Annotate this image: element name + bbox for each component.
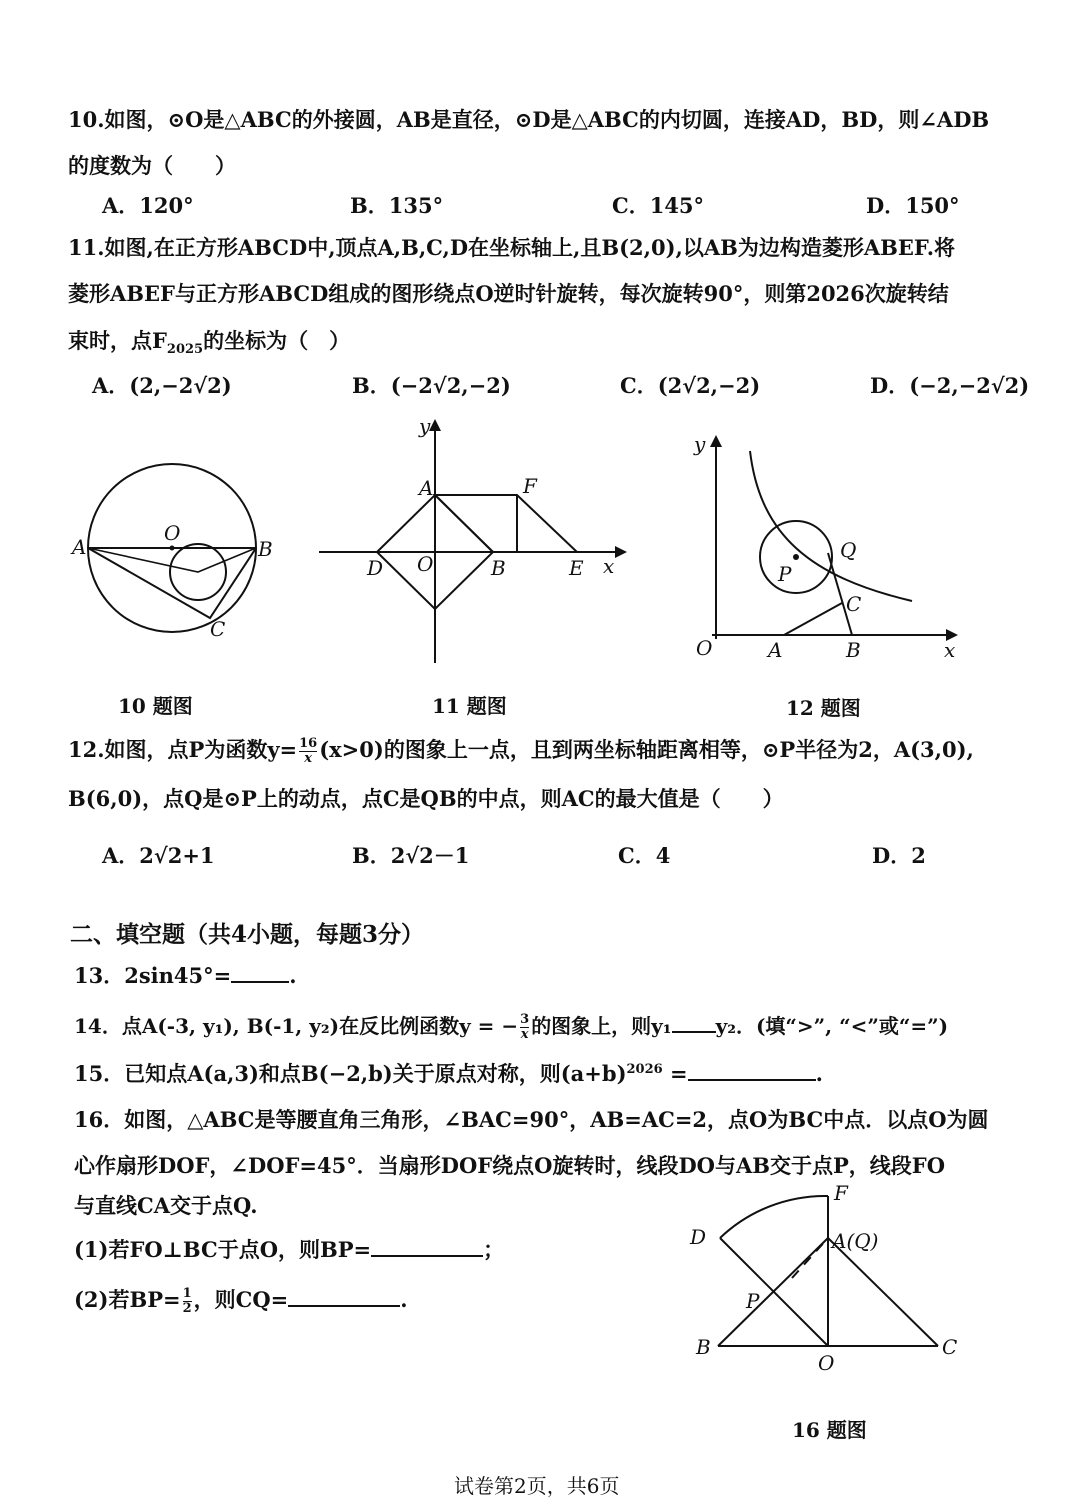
q12-option-c: C．4 — [618, 843, 671, 868]
q15 — [74, 1058, 823, 1088]
q12-frac-num: 16 — [299, 735, 318, 751]
q16-part2-suffix: . — [400, 1287, 408, 1312]
fig16-label-b: B — [696, 1335, 711, 1359]
fig12-caption: 12 题图 — [786, 696, 861, 720]
q16-part1-suffix: ； — [483, 1237, 505, 1262]
fig10-caption: 10 题图 — [118, 694, 193, 718]
fig12-label-q: Q — [840, 538, 857, 562]
q14-mid: 的图象上，则y₁ — [531, 1014, 672, 1038]
q16-part1 — [74, 1234, 504, 1264]
fig10-label-a: A — [72, 535, 87, 559]
fig10-point-o — [170, 546, 175, 551]
fig12-label-c: C — [846, 592, 862, 616]
fig11-caption: 11 题图 — [432, 694, 507, 718]
fig11-label-f: F — [523, 474, 537, 498]
q16-line2: 心作扇形DOF，∠DOF=45°．当扇形DOF绕点O旋转时，线段DO与AB交于点P，线段FO — [74, 1153, 945, 1178]
fig11-x-arrow — [615, 546, 627, 558]
fig16-dashed-extension — [792, 1238, 828, 1278]
q12-fraction — [299, 737, 317, 767]
fig10-label-c: C — [210, 617, 226, 641]
q11-option-d: D．(−2,−2√2) — [870, 373, 1030, 398]
section2-title: 二、填空题（共4小题，每题3分） — [70, 921, 425, 948]
fig11-y-arrow — [429, 419, 441, 431]
q16-part1-prefix: (1)若FO⊥BC于点O，则BP= — [74, 1237, 372, 1262]
fig12-label-x: x — [944, 638, 956, 662]
q14 — [74, 1010, 948, 1042]
q12-option-d: D．2 — [872, 843, 926, 868]
q11-line3-prefix: 束时，点F — [68, 328, 167, 353]
fig12-label-b: B — [846, 638, 861, 662]
fig11-label-y: y — [419, 414, 431, 438]
fig12-y-arrow — [710, 435, 722, 447]
figure-16 — [680, 1182, 970, 1382]
q12-line1 — [68, 734, 974, 766]
q11-line3-sub: 2025 — [166, 342, 204, 358]
fig12-label-p: P — [778, 562, 792, 586]
q14-fraction — [520, 1013, 529, 1043]
fig12-label-o: O — [696, 636, 713, 660]
fig12-label-a: A — [768, 638, 783, 662]
fig12-label-y: y — [694, 432, 706, 456]
figure-10 — [70, 462, 290, 642]
q11-line2: 菱形ABEF与正方形ABCD组成的图形绕点O逆时针旋转，每次旋转90°，则第2026次旋转结 — [68, 281, 949, 306]
fig16-label-o: O — [818, 1351, 835, 1375]
q16-line1: 16．如图，△ABC是等腰直角三角形，∠BAC=90°，AB=AC=2，点O为BC中点．以点O为圆 — [74, 1107, 989, 1132]
q16-part2-fraction — [183, 1287, 192, 1317]
q15-suffix: . — [815, 1061, 823, 1086]
q15-sup: 2026 — [626, 1062, 663, 1077]
q14-answer-blank[interactable] — [672, 1031, 716, 1033]
fig11-label-o: O — [417, 552, 434, 576]
fig11-label-d: D — [367, 556, 384, 580]
q14-frac-den: x — [520, 1027, 529, 1042]
q10-option-d: D．150° — [866, 193, 960, 218]
q15-prefix: 15．已知点A(a,3)和点B(−2,b)关于原点对称，则(a+b) — [74, 1061, 627, 1086]
q16-part2-blank[interactable] — [288, 1305, 400, 1307]
q16-part2 — [74, 1284, 408, 1316]
fig16-arc-df — [720, 1196, 828, 1238]
fig16-caption: 16 题图 — [792, 1418, 867, 1442]
q11-line3 — [68, 325, 350, 357]
q10-option-a: A．120° — [102, 193, 194, 218]
figure-11 — [315, 415, 625, 665]
q12-line1-b: (x>0)的图象上一点，且到两坐标轴距离相等，⊙P半径为2，A(3,0), — [319, 737, 974, 762]
q16-part2-frac-num: 1 — [182, 1285, 192, 1301]
q11-option-a: A．(2,−2√2) — [92, 373, 232, 398]
q10-option-c: C．145° — [612, 193, 705, 218]
fig11-label-x: x — [603, 554, 615, 578]
fig16-label-p: P — [746, 1289, 760, 1313]
q14-suffix: y₂．(填“>”, “<”或“=”) — [715, 1014, 949, 1038]
q15-answer-blank[interactable] — [688, 1079, 816, 1081]
q11-line3-suffix: 的坐标为（ ） — [203, 328, 351, 353]
fig16-label-d: D — [690, 1225, 707, 1249]
fig11-rhombus-abef — [435, 495, 577, 552]
fig11-label-e: E — [569, 556, 584, 580]
q10-line1: 10.如图，⊙O是△ABC的外接圆，AB是直径，⊙D是△ABC的内切圆，连接AD，BD，则∠ADB — [68, 107, 990, 132]
fig16-label-f: F — [834, 1181, 848, 1205]
q10-line2: 的度数为（ ） — [68, 153, 236, 178]
fig12-curve — [750, 451, 912, 601]
fig10-label-o: O — [164, 521, 181, 545]
q16-part2-frac-den: 2 — [182, 1301, 192, 1316]
q12-line2: B(6,0)，点Q是⊙P上的动点，点C是QB的中点，则AC的最大值是（ ） — [68, 786, 784, 811]
fig11-label-b: B — [491, 556, 506, 580]
q12-option-b: B．2√2－1 — [352, 843, 470, 868]
figure-12 — [690, 425, 970, 665]
q16-part2-prefix: (2)若BP= — [74, 1287, 181, 1312]
q12-line1-a: 12.如图，点P为函数y= — [68, 737, 298, 762]
q16-part2-mid: ，则CQ= — [193, 1287, 289, 1312]
q13-answer-blank[interactable] — [231, 981, 289, 983]
q13-suffix: . — [289, 963, 297, 988]
q16-part1-blank[interactable] — [371, 1255, 483, 1257]
q12-frac-den: x — [304, 751, 313, 766]
q15-eq: = — [662, 1061, 688, 1086]
q11-option-c: C．(2√2,−2) — [620, 373, 761, 398]
q13 — [74, 960, 297, 990]
q14-prefix: 14．点A(-3, y₁), B(-1, y₂)在反比例函数y = − — [74, 1014, 519, 1038]
q11-line1: 11.如图,在正方形ABCD中,顶点A,B,C,D在坐标轴上,且B(2,0),以AB为边构造菱形ABEF.将 — [68, 235, 956, 260]
fig16-segment-ac — [828, 1238, 938, 1346]
fig16-label-c: C — [942, 1335, 958, 1359]
q14-frac-num: 3 — [520, 1011, 530, 1027]
q11-option-b: B．(−2√2,−2) — [352, 373, 511, 398]
q12-option-a: A．2√2+1 — [102, 843, 215, 868]
fig12-point-p — [793, 554, 799, 560]
fig16-label-a: A(Q) — [832, 1229, 879, 1253]
fig11-label-a: A — [419, 476, 434, 500]
fig10-label-b: B — [258, 537, 273, 561]
page-footer: 试卷第2页，共6页 — [454, 1474, 620, 1498]
q16-line3: 与直线CA交于点Q. — [74, 1193, 258, 1218]
q10-option-b: B．135° — [350, 193, 444, 218]
q13-prefix: 13．2sin45°= — [74, 963, 232, 988]
fig12-segment-ac — [784, 603, 842, 635]
